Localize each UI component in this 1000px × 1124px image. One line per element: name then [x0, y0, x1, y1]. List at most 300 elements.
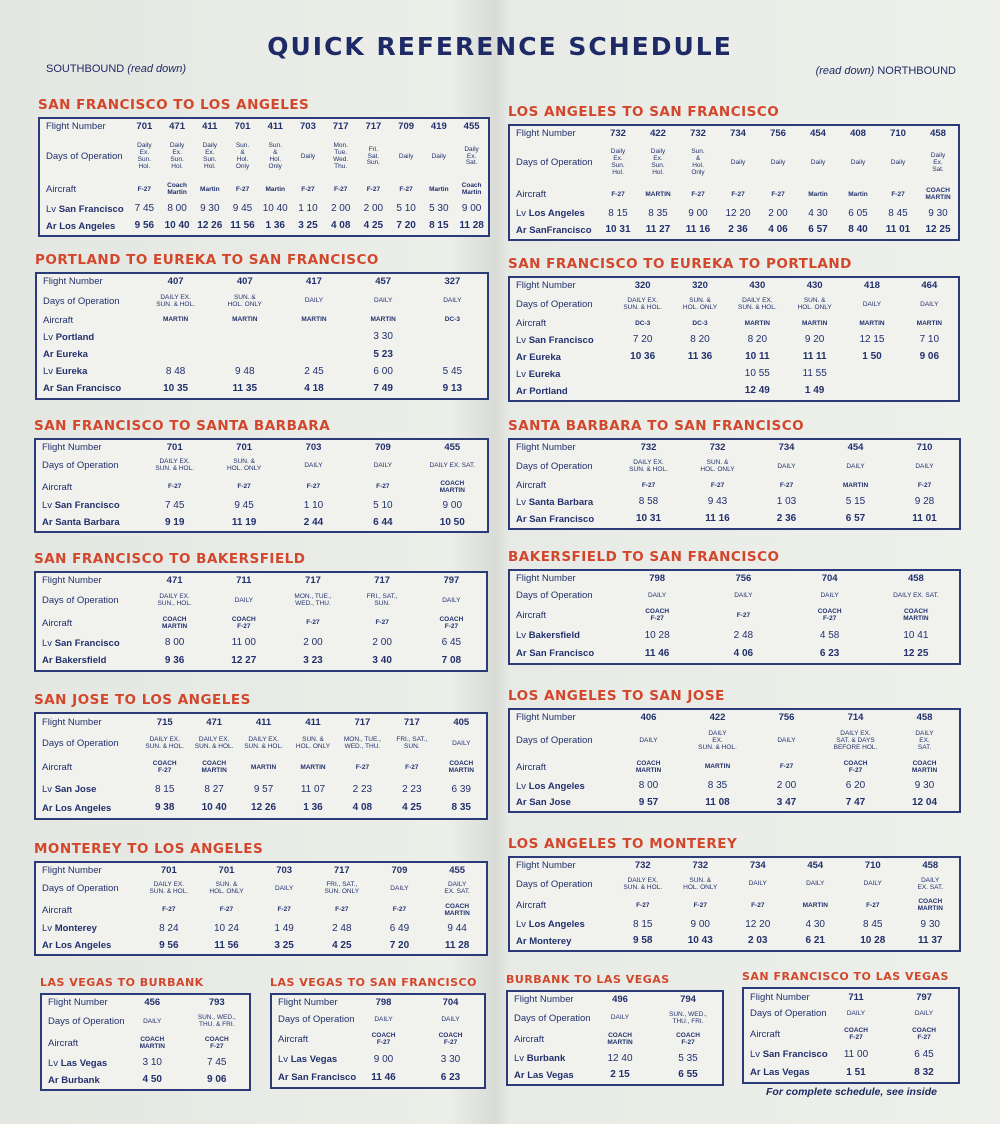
days-of-operation-cell: MON., TUE., WED., THU.: [343, 736, 381, 750]
aircraft-cell: F-27: [306, 483, 321, 491]
time-row: [510, 511, 959, 528]
time-cell: 9 30: [914, 780, 935, 792]
flight-number-cell: 717: [354, 716, 371, 728]
row-label: Ar Eureka: [516, 351, 561, 363]
time-cell: 5 45: [442, 365, 463, 377]
time-cell: 8 35: [648, 207, 668, 219]
days-of-operation-cell: DAILY EX. SUN. & HOL.: [698, 730, 737, 751]
days-of-operation-cell: DAILY: [443, 297, 462, 305]
time-cell: 11 08: [705, 796, 730, 808]
time-cell: 5 15: [845, 496, 866, 508]
days-of-operation-cell: Daily Ex. Sun. Hol.: [137, 142, 152, 170]
time-cell: [279, 329, 348, 346]
aircraft-cell: MARTIN: [301, 316, 327, 324]
days-of-operation-cell: DAILY: [610, 1014, 630, 1022]
days-of-operation-cell: DAILY: [373, 461, 393, 469]
northbound-label: (read down) NORTHBOUND: [815, 65, 956, 77]
time-cell: 9 48: [235, 365, 255, 377]
time-cell: 9 19: [164, 516, 185, 528]
time-cell: 10 28: [644, 630, 670, 642]
time-cell: 2 48: [332, 923, 352, 935]
schedule-section: [508, 256, 960, 402]
schedule-section: [508, 688, 961, 813]
time-cell: 12 26: [197, 220, 223, 232]
time-cell: 9 00: [690, 918, 710, 930]
row-label: Aircraft: [42, 762, 73, 774]
time-row: [508, 1067, 722, 1084]
time-cell: 4 50: [142, 1074, 162, 1086]
row-label: Flight Number: [514, 993, 574, 1005]
flight-number-cell: 701: [218, 864, 235, 876]
days-of-operation-cell: DAILY EX. SUN. & HOL.: [737, 297, 777, 312]
flight-number-cell: 701: [160, 864, 177, 876]
days-of-operation-cell: Sun. & Hol. Only: [235, 142, 250, 170]
row-label: Ar Monterey: [516, 935, 572, 947]
row-label: Lv Eureka: [43, 366, 88, 378]
aircraft-row: [36, 756, 486, 780]
time-cell: 9 28: [914, 496, 935, 508]
days-of-operation-cell: DAILY EX. SUN. & HOL.: [155, 458, 195, 473]
aircraft-cell: F-27: [399, 185, 413, 193]
flight-number-cell: 417: [306, 276, 322, 288]
time-cell: 11 16: [705, 513, 730, 525]
time-cell: 6 23: [440, 1071, 461, 1083]
time-cell: 8 35: [451, 802, 471, 814]
time-cell: 2 36: [728, 224, 748, 236]
flight-number-row: [508, 992, 722, 1008]
time-row: [744, 1064, 958, 1082]
time-cell: 7 20: [632, 334, 653, 346]
time-cell: [614, 383, 671, 400]
time-cell: 4 25: [363, 220, 384, 232]
row-label: Days of Operation: [46, 151, 123, 163]
days-of-operation-cell: DAILY: [777, 736, 796, 744]
time-row: [510, 494, 959, 511]
time-cell: 12 20: [725, 207, 751, 219]
aircraft-cell: F-27: [392, 906, 407, 914]
time-row: [744, 1046, 958, 1064]
row-label: Aircraft: [43, 314, 74, 326]
time-cell: 2 15: [610, 1069, 630, 1081]
days-of-operation-cell: SUN. & HOL. ONLY: [683, 876, 718, 891]
aircraft-cell: F-27: [301, 185, 315, 193]
time-cell: 9 57: [253, 783, 274, 795]
aircraft-cell: COACH F-27: [843, 759, 868, 774]
days-of-operation-row: [40, 135, 488, 179]
time-cell: 10 24: [213, 923, 239, 935]
flight-number-row: [36, 573, 486, 590]
flight-number-row: [510, 858, 959, 874]
days-of-operation-row: [36, 732, 486, 756]
row-label: Lv San Francisco: [516, 334, 594, 346]
aircraft-cell: COACH MARTIN: [903, 608, 929, 623]
time-cell: 2 00: [768, 207, 788, 219]
days-of-operation-row: [510, 456, 959, 478]
days-of-operation-cell: Fri. Sat. Sun.: [366, 145, 381, 167]
time-cell: 8 15: [429, 220, 449, 232]
time-row: [40, 218, 488, 235]
row-label: Days of Operation: [42, 883, 119, 895]
time-cell: [843, 366, 900, 383]
time-row: [510, 366, 958, 383]
time-cell: 5 30: [429, 203, 449, 215]
flight-number-row: [36, 714, 486, 732]
time-cell: 2 44: [303, 516, 324, 528]
row-label: Aircraft: [516, 189, 547, 201]
time-cell: 2 45: [304, 365, 324, 377]
time-cell: 10 40: [164, 220, 190, 232]
flight-number-cell: 454: [807, 859, 824, 871]
schedule-table: [508, 276, 960, 402]
time-cell: 8 45: [888, 207, 908, 219]
time-cell: 7 20: [389, 939, 410, 951]
time-cell: 10 43: [687, 935, 713, 947]
flight-number-cell: 756: [770, 127, 786, 139]
schedule-section: [35, 252, 489, 400]
aircraft-cell: MARTIN: [250, 763, 277, 771]
days-of-operation-cell: SUN. & HOL. ONLY: [797, 297, 832, 312]
flight-number-row: [36, 440, 487, 456]
days-of-operation-cell: SUN. & HOL. ONLY: [226, 458, 262, 473]
days-of-operation-cell: Sun. & Hol. Only: [691, 148, 705, 176]
flight-number-row: [510, 710, 959, 725]
time-cell: 8 32: [914, 1066, 934, 1078]
flight-number-cell: 411: [267, 121, 283, 133]
flight-number-cell: 455: [463, 121, 480, 133]
row-label: Days of Operation: [516, 878, 593, 890]
flight-number-cell: 407: [236, 276, 253, 288]
flight-number-cell: 756: [735, 573, 752, 585]
time-cell: 9 00: [461, 203, 482, 215]
flight-number-cell: 701: [166, 441, 183, 453]
days-of-operation-cell: DAILY: [274, 884, 294, 892]
aircraft-row: [510, 185, 958, 206]
days-of-operation-cell: DAILY: [304, 461, 323, 469]
row-label: Aircraft: [42, 617, 73, 629]
days-of-operation-cell: DAILY EX. SAT.: [917, 876, 944, 891]
aircraft-cell: MARTIN: [802, 319, 828, 327]
time-cell: 1 03: [776, 496, 797, 508]
aircraft-cell: F-27: [376, 483, 390, 491]
aircraft-cell: F-27: [355, 763, 370, 771]
flight-number-cell: 701: [236, 441, 253, 453]
time-cell: [141, 346, 210, 363]
row-label: Ar Las Vegas: [514, 1069, 574, 1081]
time-cell: 9 43: [707, 496, 728, 508]
time-cell: 7 45: [134, 203, 155, 215]
days-of-operation-cell: DAILY: [806, 880, 825, 888]
days-of-operation-row: [272, 1012, 484, 1029]
row-label: Lv Los Angeles: [516, 780, 585, 792]
time-cell: 11 28: [444, 939, 470, 951]
time-cell: 5 35: [678, 1052, 698, 1064]
time-cell: 9 57: [638, 796, 659, 808]
flight-number-cell: 458: [916, 711, 933, 723]
time-row: [510, 349, 958, 366]
aircraft-cell: COACH F-27: [231, 615, 256, 630]
time-cell: 11 35: [232, 383, 258, 395]
schedule-table: [35, 272, 489, 400]
row-label: Aircraft: [46, 184, 77, 196]
time-row: [36, 799, 486, 818]
time-cell: 6 44: [373, 516, 393, 528]
time-cell: 8 45: [863, 918, 883, 930]
time-cell: 2 23: [352, 783, 373, 795]
days-of-operation-cell: Daily Ex. Sun. Hol.: [610, 148, 626, 176]
days-of-operation-cell: Daily: [431, 152, 447, 160]
aircraft-cell: COACH MARTIN: [201, 760, 227, 775]
time-cell: 2 03: [748, 935, 768, 947]
aircraft-cell: Coach Martin: [167, 182, 188, 197]
row-label: Ar Los Angeles: [46, 220, 116, 232]
row-label: Ar Bakersfield: [42, 655, 107, 667]
row-label: Aircraft: [516, 610, 547, 622]
time-cell: 8 35: [707, 780, 728, 792]
time-cell: 9 30: [920, 918, 940, 930]
days-of-operation-cell: DAILY EX. SUN. & HOL.: [623, 297, 662, 312]
aircraft-cell: MARTIN: [300, 763, 326, 771]
days-of-operation-cell: FRI., SAT., SUN.: [366, 593, 398, 607]
time-cell: 1 10: [298, 203, 318, 215]
row-label: Aircraft: [514, 1034, 545, 1046]
aircraft-row: [42, 1033, 249, 1055]
aircraft-cell: F-27: [641, 481, 656, 489]
flight-number-row: [37, 274, 487, 290]
aircraft-cell: F-27: [917, 481, 932, 489]
row-label: Lv San Francisco: [42, 500, 120, 512]
time-cell: 6 57: [845, 513, 866, 525]
time-cell: 3 10: [142, 1057, 162, 1069]
row-label: Lv Los Angeles: [516, 208, 585, 220]
aircraft-row: [37, 313, 487, 329]
time-cell: 12 04: [911, 796, 938, 808]
schedule-section: [508, 836, 961, 952]
days-of-operation-cell: Daily: [850, 158, 866, 166]
days-of-operation-row: [508, 1008, 722, 1030]
schedule-section: [508, 549, 961, 665]
row-label: Lv San Jose: [42, 783, 97, 795]
section-title: SAN FRANCISCO TO EUREKA TO PORTLAND: [508, 256, 852, 272]
time-cell: 8 48: [165, 365, 186, 377]
time-row: [37, 381, 487, 398]
aircraft-cell: F-27: [731, 190, 745, 198]
flight-number-cell: 756: [778, 711, 795, 723]
schedule-section: [34, 418, 489, 533]
schedule-table: [38, 117, 490, 237]
time-cell: 8 40: [848, 224, 868, 236]
days-of-operation-row: [744, 1006, 958, 1023]
time-cell: 9 44: [447, 923, 467, 935]
time-cell: 5 10: [396, 203, 416, 215]
time-cell: 12 40: [607, 1052, 633, 1064]
days-of-operation-cell: Daily: [300, 152, 316, 160]
aircraft-cell: F-27: [779, 481, 794, 489]
aircraft-row: [36, 900, 486, 921]
row-label: Days of Operation: [516, 461, 593, 473]
days-of-operation-cell: SUN. & HOL. ONLY: [227, 293, 262, 308]
time-cell: 8 20: [747, 334, 768, 346]
flight-number-cell: 732: [634, 859, 651, 871]
aircraft-row: [510, 757, 959, 778]
row-label: Aircraft: [42, 481, 73, 493]
aircraft-cell: MARTIN: [645, 190, 671, 198]
flight-number-cell: 732: [610, 127, 626, 139]
row-label: Lv San Francisco: [750, 1049, 828, 1061]
time-cell: [614, 366, 671, 383]
days-of-operation-cell: DAILY: [862, 300, 882, 308]
flight-number-cell: 715: [156, 716, 173, 728]
time-row: [510, 222, 958, 239]
row-label: Ar San Francisco: [516, 513, 595, 525]
days-of-operation-cell: Daily: [890, 158, 906, 166]
flight-number-cell: 454: [810, 127, 826, 139]
row-label: Days of Operation: [750, 1008, 827, 1020]
time-cell: 4 08: [330, 220, 351, 232]
days-of-operation-cell: DAILY: [639, 736, 658, 744]
days-of-operation-cell: DAILY: [846, 1010, 866, 1018]
row-label: Days of Operation: [516, 157, 593, 169]
schedule-section: [38, 97, 490, 237]
time-cell: 2 00: [372, 637, 392, 649]
flight-number-cell: 411: [255, 716, 272, 728]
days-of-operation-cell: DAILY EX. SAT.: [915, 730, 934, 751]
time-cell: 10 31: [605, 224, 631, 236]
time-row: [510, 206, 958, 223]
time-row: [42, 1072, 249, 1089]
schedule-section: [34, 551, 488, 672]
time-cell: 8 00: [164, 637, 185, 649]
flight-number-cell: 418: [864, 280, 880, 292]
section-title: SAN FRANCISCO TO SANTA BARBARA: [34, 418, 331, 434]
aircraft-cell: COACH F-27: [204, 1036, 229, 1051]
row-label: Aircraft: [516, 318, 547, 330]
time-cell: [901, 366, 958, 383]
time-cell: 5 23: [373, 348, 393, 360]
time-cell: 12 25: [925, 224, 951, 236]
row-label: Flight Number: [516, 280, 576, 292]
row-label: Days of Operation: [516, 735, 593, 747]
time-cell: 2 48: [733, 630, 754, 642]
days-of-operation-cell: DAILY: [734, 591, 753, 599]
row-label: Lv Eureka: [516, 368, 561, 380]
aircraft-cell: F-27: [405, 763, 419, 771]
footnote: For complete schedule, see inside: [766, 1086, 937, 1098]
time-cell: 6 49: [389, 923, 410, 935]
time-row: [510, 778, 959, 794]
time-cell: 11 56: [214, 939, 239, 951]
time-cell: 8 00: [167, 203, 187, 215]
aircraft-row: [510, 895, 959, 917]
row-label: Ar Eureka: [43, 348, 88, 360]
aircraft-cell: Martin: [848, 190, 868, 198]
section-title: PORTLAND TO EUREKA TO SAN FRANCISCO: [35, 252, 379, 268]
flight-number-cell: 471: [169, 121, 185, 133]
aircraft-cell: COACH F-27: [371, 1032, 396, 1047]
schedule-table: [506, 990, 724, 1086]
time-cell: 6 20: [845, 780, 866, 792]
flight-number-cell: 709: [391, 864, 408, 876]
row-label: Days of Operation: [278, 1014, 355, 1026]
schedule-section: [508, 104, 960, 241]
days-of-operation-cell: DAILY: [820, 591, 839, 599]
schedule-table: [270, 993, 486, 1089]
time-cell: 6 55: [678, 1069, 698, 1081]
time-row: [36, 921, 486, 937]
days-of-operation-row: [42, 1011, 249, 1033]
time-cell: 3 47: [776, 796, 797, 808]
row-label: Lv Las Vegas: [278, 1054, 338, 1066]
schedule-table: [508, 124, 960, 241]
time-cell: 4 06: [733, 647, 754, 659]
time-cell: 4 25: [402, 802, 422, 814]
row-label: Lv Bakersfield: [516, 630, 580, 642]
section-title: SANTA BARBARA TO SAN FRANCISCO: [508, 418, 805, 434]
row-label: Lv Los Angeles: [516, 919, 585, 931]
aircraft-cell: MARTIN: [704, 763, 731, 771]
days-of-operation-cell: DAILY: [915, 462, 934, 470]
time-cell: [418, 346, 487, 363]
flight-number-cell: 717: [305, 575, 321, 587]
time-row: [272, 1052, 484, 1070]
days-of-operation-cell: DAILY: [304, 297, 324, 305]
flight-number-cell: 327: [444, 276, 461, 288]
aircraft-row: [510, 605, 959, 628]
time-row: [36, 938, 486, 954]
aircraft-cell: MARTIN: [370, 316, 396, 324]
time-cell: 2 00: [330, 203, 351, 215]
row-label: Flight Number: [43, 276, 103, 288]
time-cell: 4 30: [808, 207, 828, 219]
aircraft-cell: COACH MARTIN: [139, 1036, 165, 1051]
time-cell: 11 46: [644, 647, 670, 659]
section-title: LAS VEGAS TO SAN FRANCISCO: [270, 976, 477, 989]
schedule-table: [508, 708, 961, 813]
schedule-table: [34, 861, 488, 956]
days-of-operation-cell: SUN., WED., THU. & FRI.: [197, 1014, 236, 1029]
aircraft-cell: COACH MARTIN: [161, 615, 188, 630]
flight-number-cell: 320: [634, 280, 651, 292]
row-label: Flight Number: [42, 575, 102, 587]
time-row: [510, 332, 958, 349]
time-row: [272, 1069, 484, 1087]
aircraft-row: [40, 179, 488, 201]
flight-number-cell: 714: [847, 711, 864, 723]
aircraft-cell: COACH F-27: [439, 615, 464, 630]
time-cell: 7 45: [164, 500, 185, 512]
days-of-operation-row: [37, 290, 487, 312]
time-row: [42, 1055, 249, 1072]
aircraft-cell: F-27: [891, 190, 905, 198]
flight-number-cell: 709: [374, 441, 391, 453]
flight-number-cell: 430: [806, 280, 823, 292]
aircraft-cell: COACH F-27: [817, 608, 842, 623]
time-cell: 2 36: [776, 513, 797, 525]
aircraft-cell: DC-3: [635, 319, 651, 327]
aircraft-cell: MARTIN: [744, 319, 770, 327]
time-cell: 1 36: [303, 802, 323, 814]
flight-number-cell: 794: [680, 993, 696, 1005]
time-cell: 9 06: [207, 1074, 227, 1086]
aircraft-cell: F-27: [237, 483, 251, 491]
flight-number-cell: 711: [236, 575, 252, 587]
schedule-section: [506, 973, 724, 1086]
aircraft-cell: COACH MARTIN: [911, 759, 938, 774]
schedule-table: [508, 856, 961, 952]
aircraft-cell: F-27: [736, 611, 751, 619]
time-cell: 1 49: [804, 385, 825, 397]
flight-number-row: [510, 278, 958, 294]
time-cell: 10 40: [201, 802, 227, 814]
